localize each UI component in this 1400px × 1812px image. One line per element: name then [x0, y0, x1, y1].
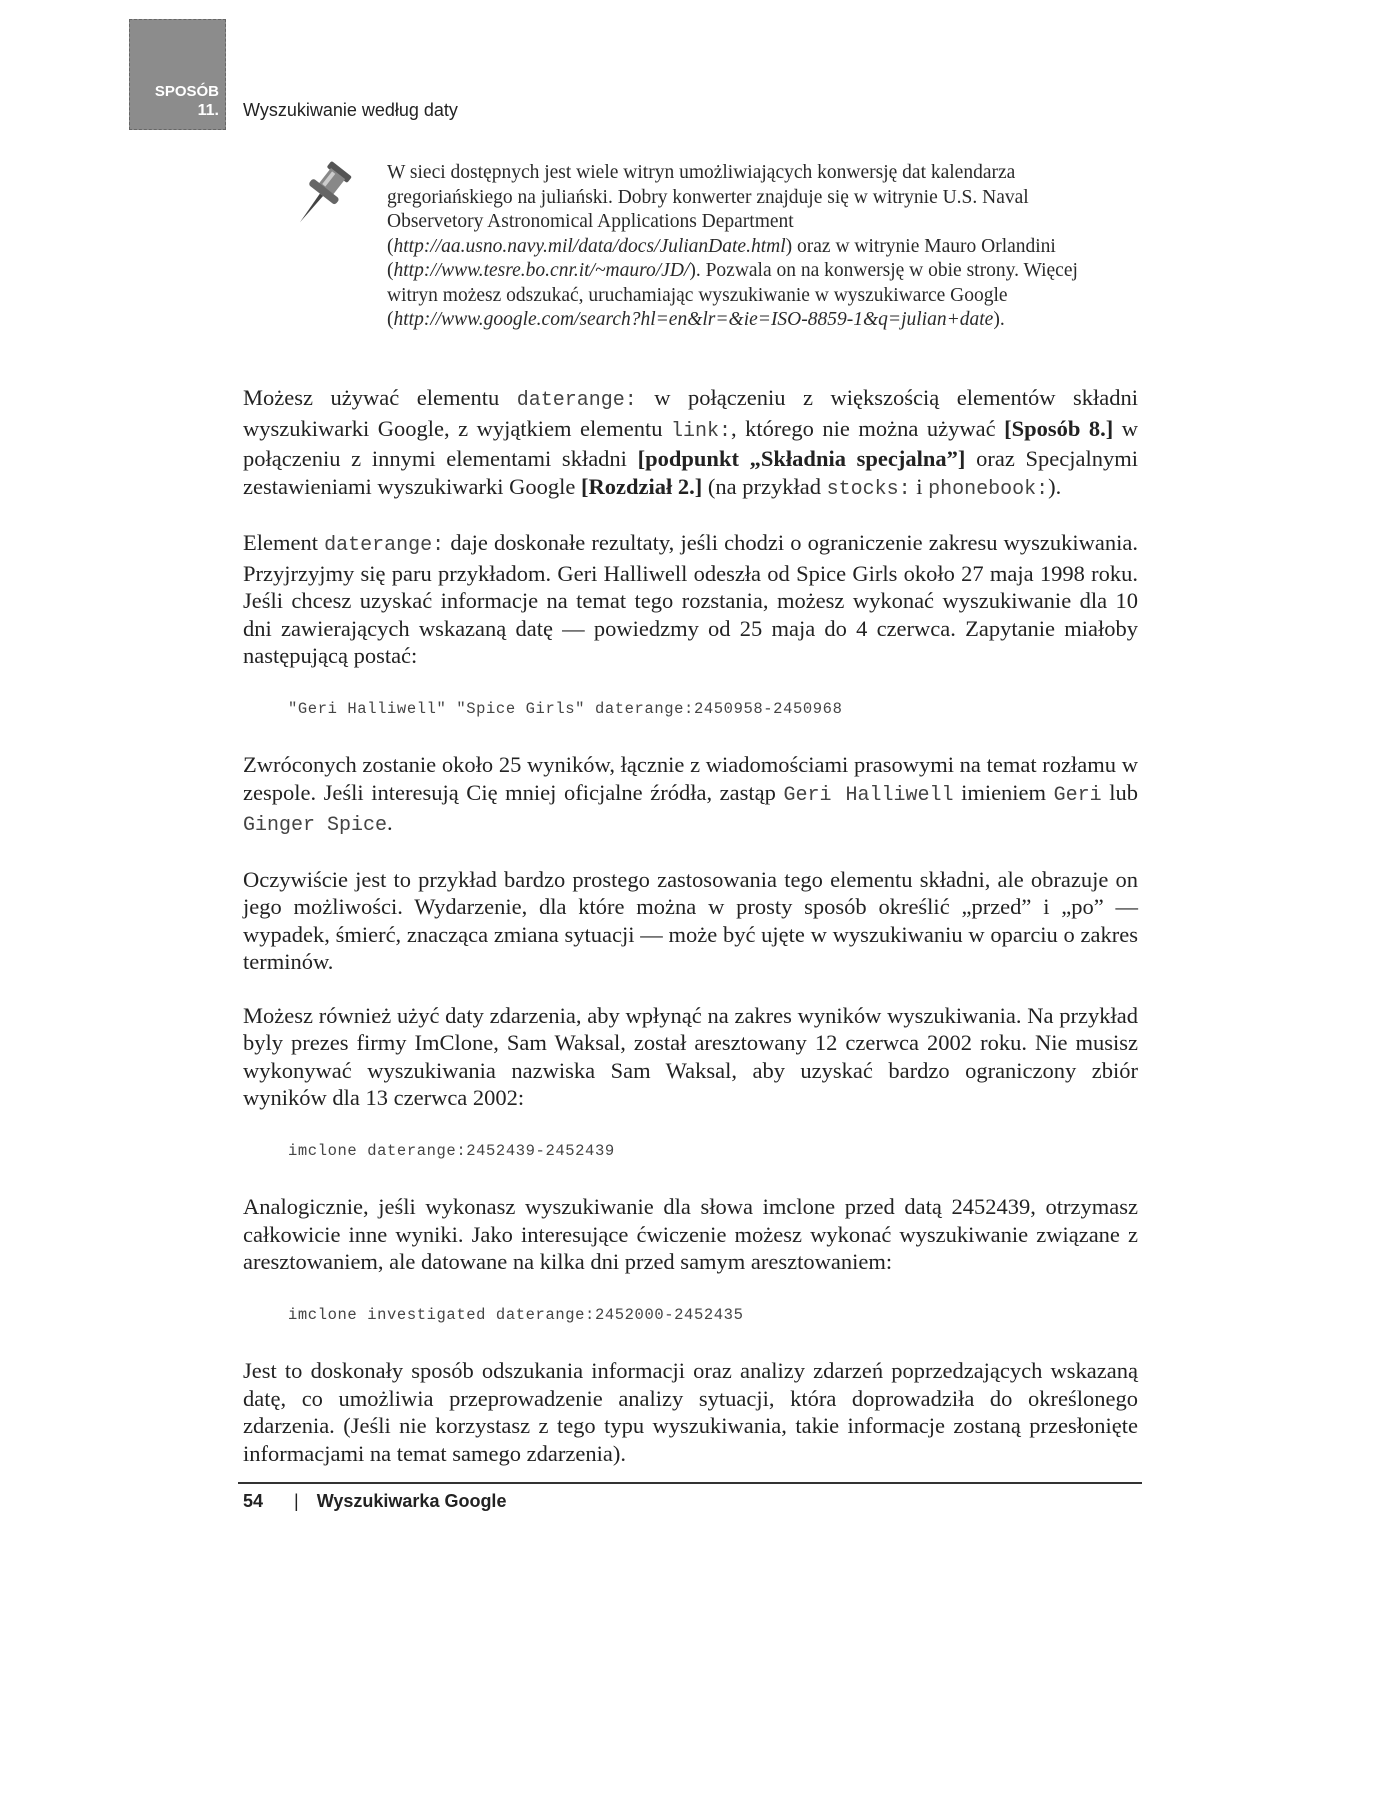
code-inline: stocks: [826, 477, 911, 501]
paragraph-6: Analogicznie, jeśli wykonasz wyszukiwanie dla słowa imclone przed datą 2452439, otrzymasz całkowicie inne wyniki. Jako interesujące ćwiczenie możesz wykonać wyszukiwanie związane z aresztowaniem, ale datowane na kilka dni przed samym aresztowaniem: [243, 1194, 1138, 1274]
code-example-3: imclone investigated daterange:2452000-2452435 [288, 1305, 744, 1324]
footer-separator: | [294, 1491, 299, 1511]
code-inline: Ginger Spice [243, 814, 388, 837]
code-inline: Geri [1053, 783, 1102, 807]
code-inline: phonebook: [928, 477, 1049, 501]
cross-reference[interactable]: [Sposób 8.] [1004, 415, 1114, 441]
tip-note [387, 161, 1102, 333]
code-example-1: "Geri Halliwell" "Spice Girls" daterange:2450958-2450968 [288, 699, 843, 718]
footer-divider [238, 1482, 1142, 1484]
paragraph-7: Jest to doskonały sposób odszukania informacji oraz analizy zdarzeń poprzedzających wskazaną datę, co umożliwia przeprowadzenie analizy sytuacji, która doprowadziła do określonego zdarzenia. (Jeśli nie korzystasz z tego typu wyszukiwania, takie informacje zostaną przesłonięte informacjami na temat samego zdarzenia). [243, 1358, 1138, 1466]
code-inline: daterange: [516, 389, 637, 412]
note-link-usno[interactable]: http://aa.usno.navy.mil/data/docs/JulianDate.html [393, 235, 786, 257]
paragraph-2: Element daterange: daje doskonałe rezultaty, jeśli chodzi o ograniczenie zakresu wyszukiwania. Przyjrzyjmy się paru przykładom. Geri Halliwell odeszła od Spice Girls około 27 maja 1998 roku. Jeśli chcesz uzyskać informacje na temat tego rozstania, możesz wykonać wyszukiwanie dla 10 dni zawierających wskazaną datę — powiedzmy od 25 maja do 4 czerwca. Zapytanie miałoby następującą postać: [243, 530, 1138, 668]
note-link-tesre[interactable]: http://www.tesre.bo.cnr.it/~mauro/JD/ [393, 260, 690, 281]
pushpin-icon [281, 160, 361, 235]
note-link-google[interactable]: http://www.google.com/search?hl=en&lr=&ie=ISO-8859-1&q=julian+date [393, 309, 994, 330]
section-tab-number: 11. [197, 102, 219, 119]
paragraph-5: Możesz również użyć daty zdarzenia, aby wpłynąć na zakres wyników wyszukiwania. Na przykład byly prezes firmy ImClone, Sam Waksal, został aresztowany 12 czerwca 2002 roku. Nie musisz wykonywać wyszukiwania nazwiska Sam Waksal, aby uzyskać bardzo ograniczony zbiór wyników dla 13 czerwca 2002: [243, 1002, 1138, 1110]
body-text [243, 384, 1138, 1493]
cross-reference[interactable]: [Rozdział 2.] [581, 473, 703, 499]
code-inline: link: [671, 419, 732, 443]
code-example-2: imclone daterange:2452439-2452439 [288, 1141, 615, 1160]
book-title: Wyszukiwarka Google [316, 1491, 507, 1511]
section-tab-label: SPOSÓB [154, 83, 219, 100]
code-inline: Geri Halliwell [783, 783, 954, 807]
running-header-title: Wyszukiwanie według daty [243, 100, 458, 120]
note-text: ). Pozwala on na konwersję w obie strony. Więcej witryn możesz odszukać, uruchamiając wyszukiwanie w wyszukiwarce Google ( [387, 260, 1078, 330]
code-inline: daterange: [324, 534, 445, 557]
paragraph-1: Możesz używać elementu daterange: w połączeniu z większością elementów składni wyszukiwarki Google, z wyjątkiem elementu link:, którego nie można używać [Sposób 8.] w połączeniu z innymi elementami składni [podpunkt „Składnia specjalna”] oraz Specjalnymi zestawieniami wyszukiwarki Google [Rozdział 2.] (na przykład stocks: i phonebook:). [243, 385, 1139, 501]
paragraph-3: Zwróconych zostanie około 25 wyników, łącznie z wiadomościami prasowymi na temat rozłamu w zespole. Jeśli interesują Cię mniej oficjalne źródła, zastąp Geri Halliwell imieniem Geri lub Ginger Spice. [243, 752, 1138, 837]
page-footer [243, 1491, 506, 1512]
paragraph-4: Oczywiście jest to przykład bardzo prostego zastosowania tego elementu składni, ale obrazuje on jego możliwości. Wydarzenie, dla które można w prosty sposób określić „przed” i „po” — wypadek, śmierć, znacząca zmiana sytuacji — może być ujęte w wyszukiwaniu w oparciu o zakres terminów. [243, 866, 1138, 974]
cross-reference[interactable]: [podpunkt „Składnia specjalna”] [637, 446, 966, 471]
note-text: W sieci dostępnych jest wiele witryn umożliwiających konwersję dat kalendarza gregoriańskiego na juliański. Dobry konwerter znajduje się w witrynie U.S. Naval Observetory Astronomical Applications Department ( [387, 162, 1029, 257]
page-number: 54 [243, 1491, 264, 1511]
note-text: ) oraz w witrynie Mauro Orlandini ( [387, 235, 1056, 281]
note-text: ). [993, 309, 1005, 330]
section-tab [129, 19, 226, 130]
